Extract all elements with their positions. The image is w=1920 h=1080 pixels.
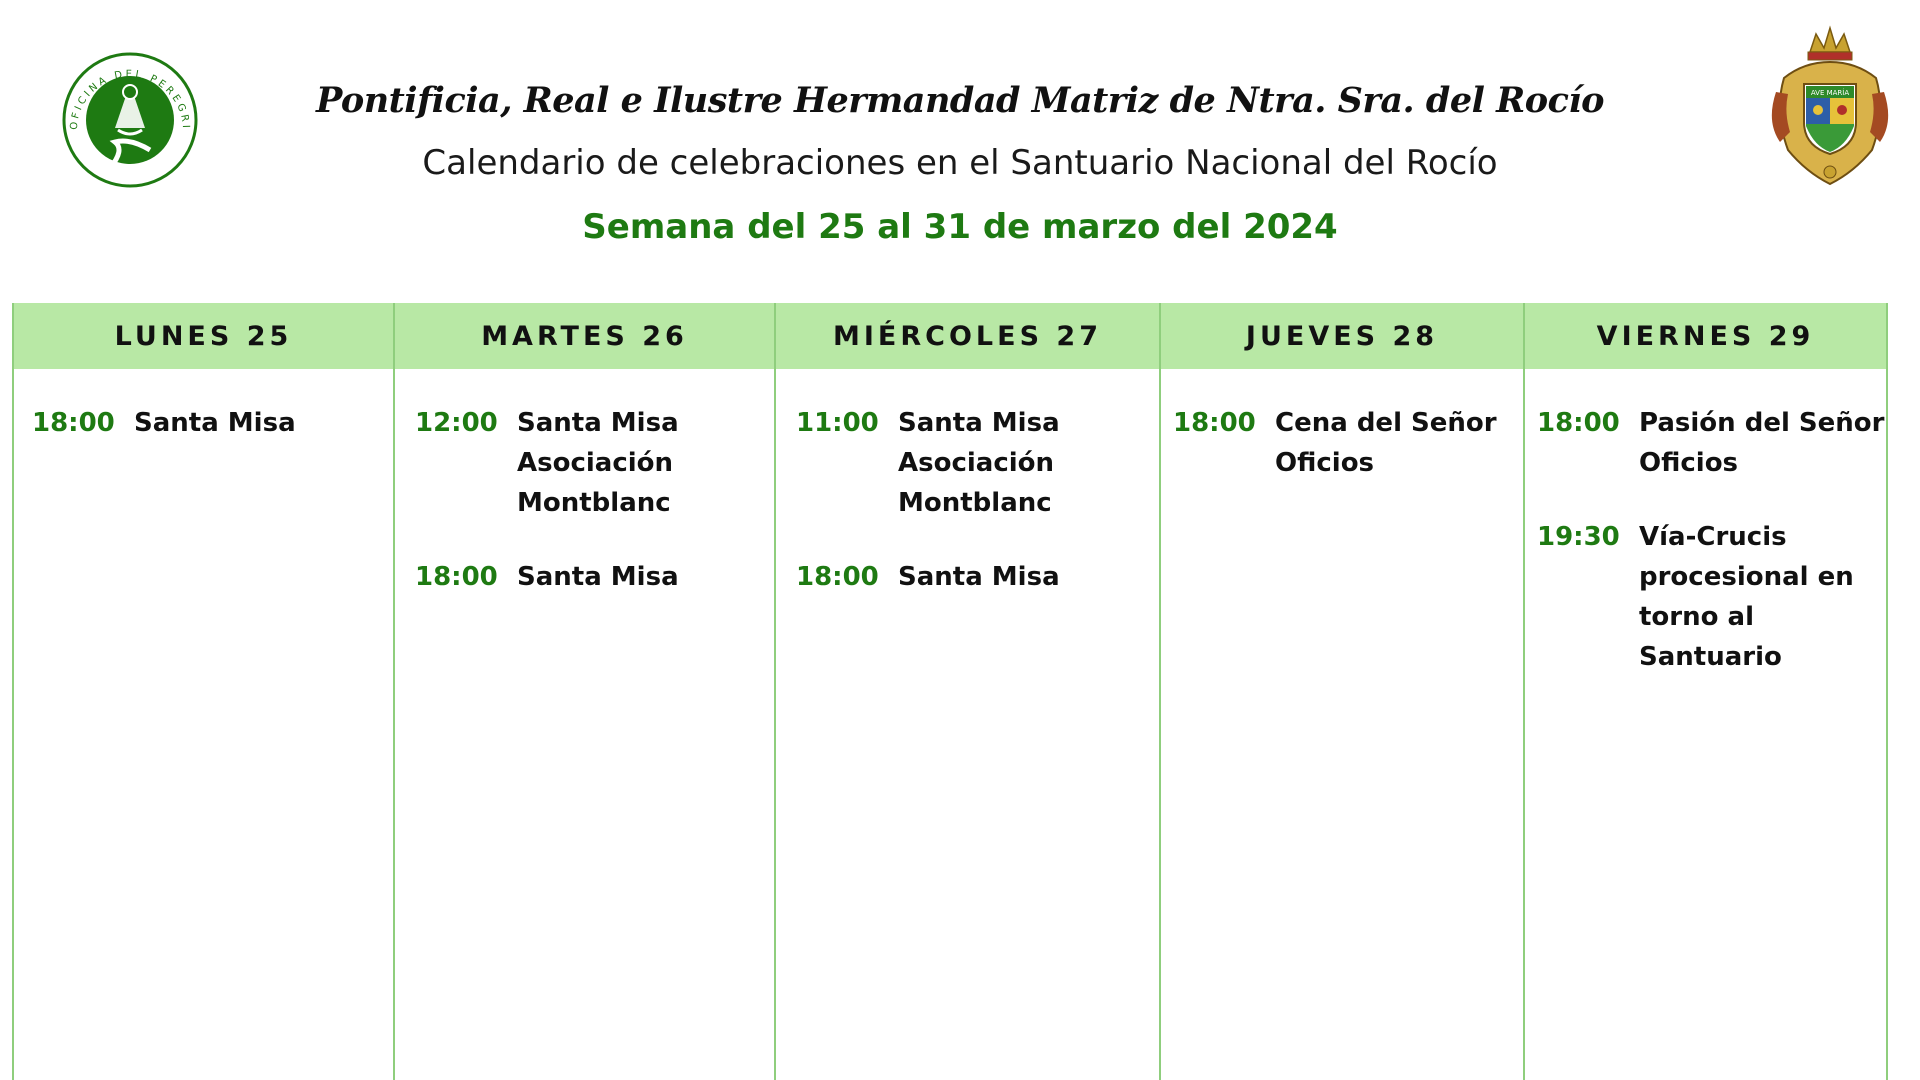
- event-line: Pasión del Señor: [1639, 408, 1885, 438]
- event-time: 18:00: [415, 562, 498, 592]
- event-line: Oficios: [1275, 448, 1375, 478]
- event-description: [1639, 403, 1886, 483]
- event-line: Santa Misa: [898, 408, 1060, 438]
- event-item: [415, 557, 774, 597]
- event-item: [1173, 403, 1523, 483]
- event-line: procesional en: [1639, 562, 1854, 592]
- events-list: [1161, 403, 1523, 517]
- event-time: 11:00: [796, 408, 879, 438]
- event-time: 18:00: [796, 562, 879, 592]
- day-column-friday: [1523, 303, 1888, 1080]
- day-column-tuesday: [393, 303, 774, 1080]
- event-description: [1639, 517, 1886, 677]
- events-list: [395, 403, 774, 631]
- event-line: Montblanc: [517, 488, 671, 518]
- event-line: Asociación: [517, 448, 674, 478]
- weekly-calendar: [12, 303, 1888, 1080]
- event-item: [415, 403, 774, 523]
- event-item: [1537, 403, 1886, 483]
- day-header: VIERNES 29: [1596, 320, 1815, 352]
- day-column-wednesday: [774, 303, 1159, 1080]
- event-line: Santa Misa: [134, 408, 296, 438]
- coat-of-arms-motto: AVE MARÍA: [1810, 89, 1850, 97]
- event-time: 18:00: [1537, 408, 1620, 438]
- brotherhood-title: Pontificia, Real e Ilustre Hermandad Matriz de Ntra. Sra. del Rocío: [315, 80, 1605, 121]
- events-list: [776, 403, 1159, 631]
- calendar-subtitle: Calendario de celebraciones en el Santuario Nacional del Rocío: [422, 143, 1498, 183]
- event-line: Cena del Señor: [1275, 408, 1497, 438]
- day-column-thursday: [1159, 303, 1523, 1080]
- event-time: 18:00: [1173, 408, 1256, 438]
- event-time: 18:00: [32, 408, 115, 438]
- week-range: Semana del 25 al 31 de marzo del 2024: [582, 207, 1338, 247]
- event-line: Santa Misa: [517, 408, 679, 438]
- day-header: LUNES 25: [114, 320, 293, 352]
- day-header: MARTES 26: [481, 320, 688, 352]
- event-line: Montblanc: [898, 488, 1052, 518]
- event-time: 12:00: [415, 408, 498, 438]
- event-line: Santa Misa: [517, 562, 679, 592]
- events-list: [1525, 403, 1886, 711]
- event-description: [134, 403, 393, 443]
- event-line: Santuario: [1639, 642, 1782, 672]
- event-item: [796, 403, 1159, 523]
- event-item: [1537, 517, 1886, 677]
- logo-left-arc-text: OFICINA DEL PEREGRI: [68, 68, 192, 132]
- events-list: [14, 403, 393, 477]
- event-time: 19:30: [1537, 522, 1620, 552]
- event-description: [898, 557, 1159, 597]
- event-line: torno al: [1639, 602, 1754, 632]
- event-line: Asociación: [898, 448, 1055, 478]
- day-header: JUEVES 28: [1245, 320, 1439, 352]
- event-item: [796, 557, 1159, 597]
- event-description: [517, 557, 774, 597]
- day-header: MIÉRCOLES 27: [833, 320, 1102, 352]
- event-description: [1275, 403, 1523, 483]
- event-line: Santa Misa: [898, 562, 1060, 592]
- event-line: Oficios: [1639, 448, 1739, 478]
- day-column-monday: [12, 303, 393, 1080]
- event-item: [32, 403, 393, 443]
- event-description: [517, 403, 774, 523]
- event-line: Vía-Crucis: [1639, 522, 1787, 552]
- event-description: [898, 403, 1159, 523]
